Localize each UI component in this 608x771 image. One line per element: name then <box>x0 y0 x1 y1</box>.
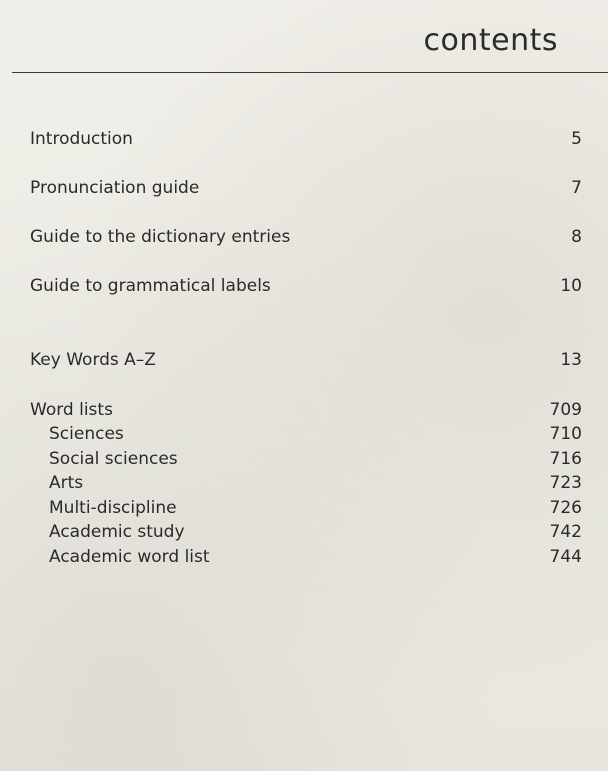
toc-entry-page: 742 <box>549 522 582 542</box>
toc-entry-page: 8 <box>571 227 582 247</box>
toc-entry-page: 5 <box>571 129 582 149</box>
toc-entry-guide-grammatical-labels[interactable] <box>30 278 582 300</box>
toc-entry-page: 744 <box>549 547 582 567</box>
toc-entry-page: 710 <box>549 424 582 444</box>
toc-entry-title: Arts <box>49 473 84 493</box>
toc-entry-title: Word lists <box>30 400 113 420</box>
toc-entry-page: 716 <box>549 449 582 469</box>
toc-subentry-sciences[interactable] <box>30 426 582 448</box>
toc-subentry-academic-word-list[interactable] <box>30 549 582 571</box>
toc-entry-title: Introduction <box>30 129 133 149</box>
toc-entry-page: 7 <box>571 178 582 198</box>
toc-entry-title: Pronunciation guide <box>30 178 200 198</box>
toc-subentry-academic-study[interactable] <box>30 524 582 546</box>
toc-entry-title: Guide to the dictionary entries <box>30 227 291 247</box>
toc-entry-title: Key Words A–Z <box>30 350 156 370</box>
toc-entry-key-words[interactable] <box>30 352 582 374</box>
page-heading: contents <box>423 23 558 58</box>
toc-entry-page: 723 <box>549 473 582 493</box>
toc-entry-word-lists[interactable] <box>30 402 582 424</box>
toc-entry-title: Sciences <box>49 424 124 444</box>
toc-entry-title: Multi-discipline <box>49 498 177 518</box>
toc-subentry-multi-discipline[interactable] <box>30 500 582 522</box>
toc-subentry-social-sciences[interactable] <box>30 451 582 473</box>
toc-entry-page: 13 <box>560 350 582 370</box>
heading-rule <box>12 72 608 73</box>
toc-entry-page: 726 <box>549 498 582 518</box>
toc-entry-pronunciation-guide[interactable] <box>30 180 582 202</box>
toc-entry-title: Guide to grammatical labels <box>30 276 271 296</box>
toc-entry-title: Social sciences <box>49 449 178 469</box>
toc-entry-title: Academic study <box>49 522 185 542</box>
toc-entry-guide-dictionary-entries[interactable] <box>30 229 582 251</box>
toc-entry-page: 10 <box>560 276 582 296</box>
toc-entry-introduction[interactable] <box>30 131 582 153</box>
toc-entry-page: 709 <box>549 400 582 420</box>
toc-entry-title: Academic word list <box>49 547 210 567</box>
toc-subentry-arts[interactable] <box>30 475 582 497</box>
